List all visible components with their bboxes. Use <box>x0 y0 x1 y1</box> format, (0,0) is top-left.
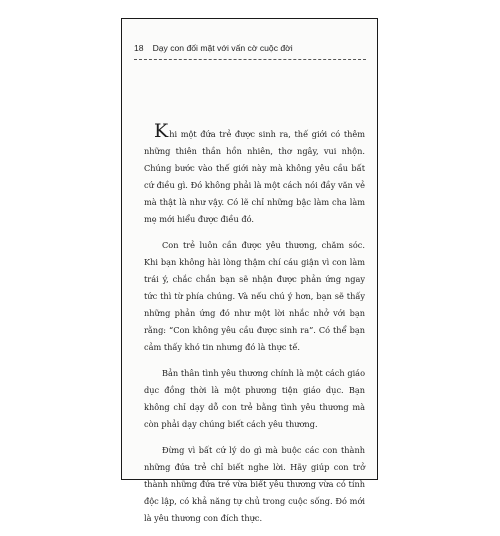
paragraph-2: Con trẻ luôn cần được yêu thương, chăm sóc. Khi bạn không hài lòng thậm chí cáu giận vì con làm trái ý, chắc chắn bạn sẽ nhận được phản ứng ngay tức thì từ phía chúng. Và nếu chú ý hơn, bạn sẽ thấy những phản ứng đó như một lời nhắc nhở với bạn rằng: “Con không yêu cầu được sinh ra”. Có thể bạn cảm thấy khó tin nhưng đó là thực tế. <box>144 240 365 352</box>
paragraph-4: Đừng vì bất cứ lý do gì mà buộc các con thành những đứa trẻ chỉ biết nghe lời. Hãy giúp con trở thành những đứa trẻ vừa biết yêu thương vừa có tính độc lập, có khả năng tự chủ trong cuộc sống. Đó mới là yêu thương con đích thực. <box>144 445 365 523</box>
running-header <box>134 41 366 55</box>
header-divider <box>134 59 366 60</box>
paragraph-1-text: hi một đứa trẻ được sinh ra, thế giới có thêm những thiên thần hồn nhiên, thơ ngây, vui nhộn. Chúng bước vào thế giới này mà không yêu cầu bất cứ điều gì. Đó không phải là một cách nói đầy văn vẻ mà thật là như vậy. Có lẽ chỉ những bậc làm cha làm mẹ mới hiểu được điều đó. <box>144 129 365 224</box>
book-page <box>121 18 378 523</box>
page-number: 18 <box>134 43 144 53</box>
paragraph-1 <box>144 120 365 228</box>
paragraph-3: Bản thân tình yêu thương chính là một cách giáo dục đồng thời là một phương tiện giáo dục. Bạn không chỉ dạy dỗ con trẻ bằng tình yêu thương mà còn phải dạy chúng biết cách yêu thương. <box>144 368 365 429</box>
page-body <box>144 120 365 536</box>
book-title: Dạy con đối mặt với vấn cờ cuộc đời <box>152 43 293 53</box>
drop-cap: K <box>154 120 169 142</box>
